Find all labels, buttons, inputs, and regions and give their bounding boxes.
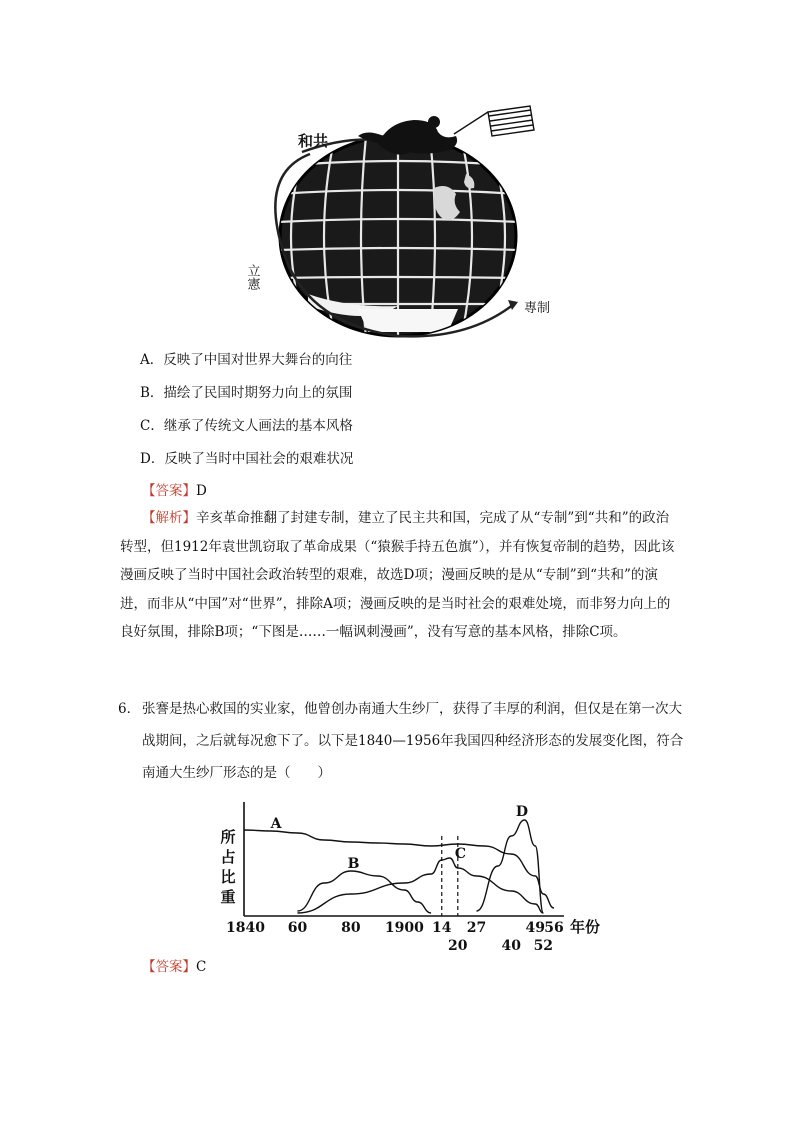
analysis-text: 辛亥革命推翻了封建专制，建立了民主共和国，完成了从“专制”到“共和”的政治转型，但1912年袁世凯窃取了革命成果（“猿猴手持五色旗”），并有恢复帝制的趋势，因此该漫画反映了当时中国社会政治转型的艰难，故选D项；漫画反映的是从“专制”到“共和”的演进，而非从“中国”对“世界”，排除A项；漫画反映的是当时社会的艰难处境，而非努力向上的良好氛围，排除B项；“下图是……一幅讽刺漫画”，没有写意的基本风格，排除C项。 bbox=[120, 510, 675, 640]
x-tick-label: 60 bbox=[287, 920, 308, 936]
x-axis-label: 年份 bbox=[570, 918, 601, 936]
x-tick-label: 1840 bbox=[226, 920, 265, 936]
x-tick-label: 20 bbox=[448, 938, 468, 954]
option-d: D．反映了当时中国社会的艰难状况 bbox=[140, 451, 354, 467]
x-tick-label: 1900 bbox=[384, 920, 424, 936]
option-b: B．描绘了民国时期努力向上的氛围 bbox=[140, 385, 353, 401]
series-label-A: A bbox=[270, 816, 282, 832]
x-tick-label: 49 bbox=[525, 920, 546, 936]
question-text: 张謇是热心救国的实业家，他曾创办南通大生纱厂，获得了丰厚的利润，但仅是在第一次大战期间，之后就每况愈下了。以下是1840—1956年我国四种经济形态的发展变化图，符合南通大生纱厂形态的是（ ） bbox=[142, 701, 684, 781]
series-line-C bbox=[297, 858, 543, 913]
question-6 bbox=[118, 693, 688, 789]
question-number: 6． bbox=[118, 701, 141, 717]
label-zhuan-zhi: 專制 bbox=[524, 301, 551, 316]
y-axis-label-char: 重 bbox=[220, 888, 236, 906]
answer-tag: 【答案】 bbox=[142, 959, 196, 975]
y-axis-label-char: 占 bbox=[220, 848, 236, 866]
answer-1 bbox=[142, 481, 207, 501]
series-label-D: D bbox=[515, 804, 529, 820]
answer-value: C bbox=[196, 959, 207, 975]
series-label-B: B bbox=[347, 856, 360, 872]
economy-forms-chart bbox=[220, 800, 604, 954]
y-axis-label-char: 比 bbox=[220, 868, 236, 886]
label-li-xian: 立憲 bbox=[244, 264, 260, 290]
y-axis-label-char: 所 bbox=[220, 828, 236, 846]
five-color-flag bbox=[454, 106, 534, 136]
x-tick-label: 40 bbox=[501, 938, 521, 954]
x-tick-label: 56 bbox=[544, 920, 564, 936]
series-line-B bbox=[297, 871, 431, 913]
label-he-gong: 和共 bbox=[298, 132, 329, 150]
option-c: C．继承了传统文人画法的基本风格 bbox=[140, 418, 353, 434]
analysis-paragraph bbox=[120, 504, 680, 647]
chart-series bbox=[244, 820, 554, 913]
answer-tag: 【答案】 bbox=[142, 483, 196, 499]
x-tick-label: 14 bbox=[432, 920, 452, 936]
political-cartoon-globe bbox=[238, 104, 558, 344]
answer-2 bbox=[142, 957, 206, 977]
answer-value: D bbox=[196, 483, 207, 499]
x-tick-label: 80 bbox=[341, 920, 361, 936]
series-line-D bbox=[477, 820, 544, 913]
option-a: A．反映了中国对世界大舞台的向往 bbox=[140, 352, 353, 368]
x-tick-label: 52 bbox=[533, 938, 554, 954]
x-tick-label: 27 bbox=[466, 920, 487, 936]
series-label-C: C bbox=[454, 846, 467, 862]
chart-labels bbox=[220, 804, 600, 954]
analysis-tag: 【解析】 bbox=[142, 510, 196, 526]
